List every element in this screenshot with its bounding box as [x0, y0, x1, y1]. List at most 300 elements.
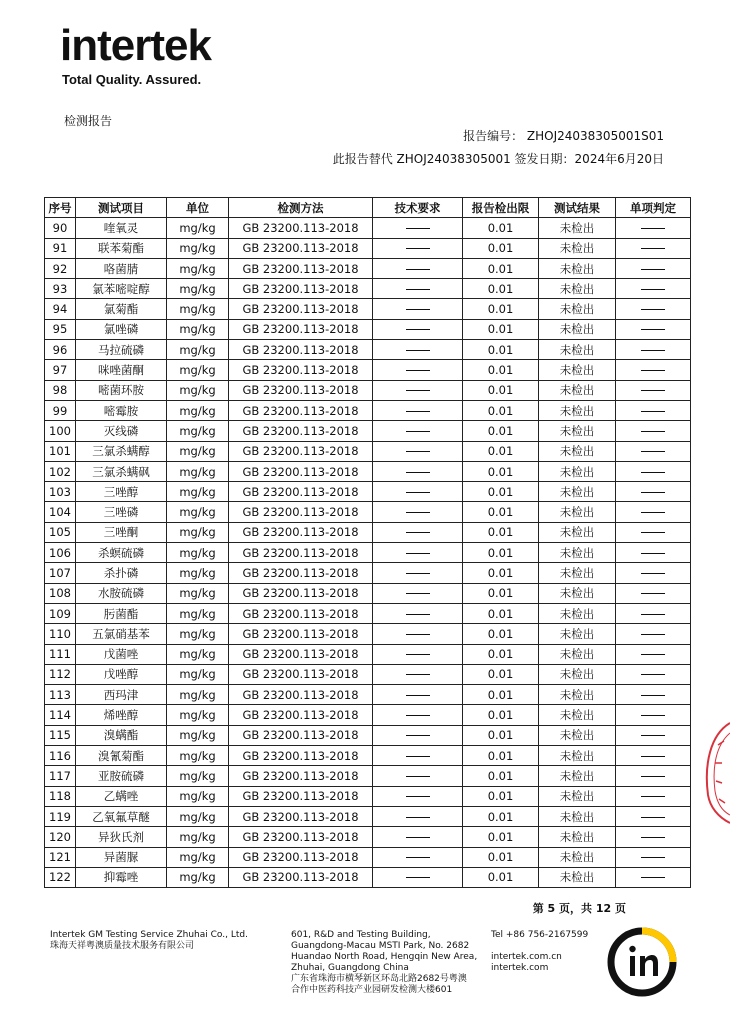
cell-result: 未检出	[539, 360, 616, 380]
cell-item: 咯菌腈	[76, 258, 167, 278]
dash-mark	[406, 532, 430, 533]
cell-no: 116	[45, 746, 76, 766]
report-number: 报告编号： ZHOJ24038305001S01	[463, 129, 664, 143]
dash-mark	[641, 512, 665, 513]
table-body	[45, 218, 691, 888]
cell-limit: 0.01	[463, 766, 539, 786]
cell-unit: mg/kg	[167, 218, 229, 238]
table-row	[45, 421, 691, 441]
cell-limit: 0.01	[463, 624, 539, 644]
cell-requirement	[373, 644, 463, 664]
dash-mark	[406, 431, 430, 432]
dash-mark	[406, 776, 430, 777]
dash-mark	[641, 329, 665, 330]
cell-method: GB 23200.113-2018	[229, 319, 373, 339]
cell-item: 三唑磷	[76, 502, 167, 522]
table-row	[45, 380, 691, 400]
address-line: 合作中医药科技产业园研发检测大楼601	[291, 985, 453, 995]
cell-requirement	[373, 421, 463, 441]
cell-item: 三氯杀螨砜	[76, 461, 167, 481]
cell-limit: 0.01	[463, 461, 539, 481]
table-row	[45, 847, 691, 867]
cell-method: GB 23200.113-2018	[229, 299, 373, 319]
dash-mark	[641, 248, 665, 249]
cell-limit: 0.01	[463, 583, 539, 603]
cell-result: 未检出	[539, 786, 616, 806]
dash-mark	[641, 309, 665, 310]
cell-method: GB 23200.113-2018	[229, 746, 373, 766]
col-header: 技术要求	[373, 198, 463, 218]
cell-judgement	[616, 543, 691, 563]
cell-judgement	[616, 258, 691, 278]
dash-mark	[406, 817, 430, 818]
cell-limit: 0.01	[463, 746, 539, 766]
telephone: Tel +86 756-2167599	[491, 930, 589, 940]
cell-judgement	[616, 644, 691, 664]
cell-requirement	[373, 543, 463, 563]
cell-method: GB 23200.113-2018	[229, 644, 373, 664]
cell-no: 97	[45, 360, 76, 380]
cell-requirement	[373, 482, 463, 502]
cell-method: GB 23200.113-2018	[229, 522, 373, 542]
cell-unit: mg/kg	[167, 421, 229, 441]
cell-unit: mg/kg	[167, 644, 229, 664]
address-line: Zhuhai, Guangdong China	[291, 963, 409, 973]
table-row	[45, 522, 691, 542]
cell-method: GB 23200.113-2018	[229, 502, 373, 522]
cell-limit: 0.01	[463, 319, 539, 339]
cell-no: 104	[45, 502, 76, 522]
table-row	[45, 685, 691, 705]
dash-mark	[406, 329, 430, 330]
cell-result: 未检出	[539, 502, 616, 522]
dash-mark	[641, 228, 665, 229]
dash-mark	[406, 634, 430, 635]
cell-result: 未检出	[539, 380, 616, 400]
cell-method: GB 23200.113-2018	[229, 543, 373, 563]
dash-mark	[406, 674, 430, 675]
cell-requirement	[373, 786, 463, 806]
table-row	[45, 543, 691, 563]
cell-method: GB 23200.113-2018	[229, 482, 373, 502]
cell-requirement	[373, 563, 463, 583]
cell-limit: 0.01	[463, 380, 539, 400]
cell-unit: mg/kg	[167, 786, 229, 806]
cell-requirement	[373, 218, 463, 238]
dash-mark	[406, 228, 430, 229]
cell-requirement	[373, 461, 463, 481]
cell-judgement	[616, 522, 691, 542]
cell-requirement	[373, 340, 463, 360]
table-row	[45, 827, 691, 847]
cell-result: 未检出	[539, 705, 616, 725]
cell-method: GB 23200.113-2018	[229, 766, 373, 786]
dash-mark	[641, 451, 665, 452]
cell-no: 120	[45, 827, 76, 847]
cell-no: 99	[45, 400, 76, 420]
col-header: 单位	[167, 198, 229, 218]
dash-mark	[641, 472, 665, 473]
cell-method: GB 23200.113-2018	[229, 847, 373, 867]
table-row	[45, 502, 691, 522]
table-row	[45, 400, 691, 420]
dash-mark	[406, 573, 430, 574]
table-row	[45, 360, 691, 380]
cell-limit: 0.01	[463, 685, 539, 705]
cell-limit: 0.01	[463, 421, 539, 441]
cell-item: 灭线磷	[76, 421, 167, 441]
cell-limit: 0.01	[463, 279, 539, 299]
cell-item: 乙氧氟草醚	[76, 806, 167, 826]
table-row	[45, 218, 691, 238]
cell-requirement	[373, 624, 463, 644]
cell-requirement	[373, 806, 463, 826]
cell-unit: mg/kg	[167, 543, 229, 563]
dash-mark	[406, 248, 430, 249]
dash-mark	[641, 269, 665, 270]
cell-item: 异菌脲	[76, 847, 167, 867]
dash-mark	[641, 573, 665, 574]
dash-mark	[406, 837, 430, 838]
cell-requirement	[373, 685, 463, 705]
cell-unit: mg/kg	[167, 380, 229, 400]
cell-item: 杀扑磷	[76, 563, 167, 583]
cell-item: 联苯菊酯	[76, 238, 167, 258]
cell-no: 118	[45, 786, 76, 806]
dash-mark	[641, 715, 665, 716]
cell-result: 未检出	[539, 563, 616, 583]
col-header: 测试结果	[539, 198, 616, 218]
dash-mark	[641, 796, 665, 797]
table-row	[45, 746, 691, 766]
cell-no: 96	[45, 340, 76, 360]
cell-method: GB 23200.113-2018	[229, 380, 373, 400]
dash-mark	[406, 492, 430, 493]
dash-mark	[641, 593, 665, 594]
cell-no: 107	[45, 563, 76, 583]
cell-unit: mg/kg	[167, 461, 229, 481]
cell-judgement	[616, 786, 691, 806]
cell-item: 戊唑醇	[76, 664, 167, 684]
document-type: 检测报告	[64, 114, 113, 128]
cell-method: GB 23200.113-2018	[229, 218, 373, 238]
cell-limit: 0.01	[463, 522, 539, 542]
dash-mark	[406, 614, 430, 615]
cell-judgement	[616, 725, 691, 745]
cell-unit: mg/kg	[167, 482, 229, 502]
logo-wordmark: intertek	[60, 21, 211, 70]
dash-mark	[406, 735, 430, 736]
cell-no: 108	[45, 583, 76, 603]
cell-limit: 0.01	[463, 543, 539, 563]
cell-no: 100	[45, 421, 76, 441]
cell-no: 91	[45, 238, 76, 258]
cell-judgement	[616, 766, 691, 786]
cell-limit: 0.01	[463, 258, 539, 278]
col-header: 检测方法	[229, 198, 373, 218]
cell-result: 未检出	[539, 664, 616, 684]
cell-unit: mg/kg	[167, 766, 229, 786]
cell-item: 烯唑醇	[76, 705, 167, 725]
cell-result: 未检出	[539, 299, 616, 319]
table-row	[45, 705, 691, 725]
cell-unit: mg/kg	[167, 522, 229, 542]
dash-mark	[641, 553, 665, 554]
cell-no: 121	[45, 847, 76, 867]
dash-mark	[406, 390, 430, 391]
cell-unit: mg/kg	[167, 725, 229, 745]
company-name-en: Intertek GM Testing Service Zhuhai Co., Ltd.	[50, 930, 248, 940]
cell-method: GB 23200.113-2018	[229, 624, 373, 644]
cell-limit: 0.01	[463, 441, 539, 461]
dash-mark	[641, 817, 665, 818]
dash-mark	[406, 350, 430, 351]
dash-mark	[641, 411, 665, 412]
cell-item: 戊菌唑	[76, 644, 167, 664]
cell-judgement	[616, 421, 691, 441]
cell-result: 未检出	[539, 806, 616, 826]
footer-address	[291, 930, 477, 996]
dash-mark	[641, 634, 665, 635]
dash-mark	[406, 289, 430, 290]
cell-unit: mg/kg	[167, 258, 229, 278]
cell-limit: 0.01	[463, 400, 539, 420]
table-row	[45, 725, 691, 745]
cell-limit: 0.01	[463, 502, 539, 522]
dash-mark	[641, 350, 665, 351]
dash-mark	[406, 756, 430, 757]
dash-mark	[406, 695, 430, 696]
table-row	[45, 806, 691, 826]
cell-limit: 0.01	[463, 806, 539, 826]
cell-no: 92	[45, 258, 76, 278]
cell-limit: 0.01	[463, 644, 539, 664]
cell-limit: 0.01	[463, 867, 539, 887]
cell-judgement	[616, 461, 691, 481]
table-row	[45, 603, 691, 623]
cell-no: 113	[45, 685, 76, 705]
table-row	[45, 258, 691, 278]
cell-judgement	[616, 218, 691, 238]
dash-mark	[641, 532, 665, 533]
footer-company	[50, 930, 248, 952]
cell-judgement	[616, 746, 691, 766]
dash-mark	[406, 593, 430, 594]
dash-mark	[406, 877, 430, 878]
cell-result: 未检出	[539, 258, 616, 278]
cell-unit: mg/kg	[167, 583, 229, 603]
cell-limit: 0.01	[463, 299, 539, 319]
cell-no: 106	[45, 543, 76, 563]
cell-result: 未检出	[539, 583, 616, 603]
cell-method: GB 23200.113-2018	[229, 827, 373, 847]
cell-requirement	[373, 299, 463, 319]
cell-item: 西玛津	[76, 685, 167, 705]
dash-mark	[641, 837, 665, 838]
cell-method: GB 23200.113-2018	[229, 258, 373, 278]
cell-requirement	[373, 502, 463, 522]
cell-no: 109	[45, 603, 76, 623]
cell-result: 未检出	[539, 218, 616, 238]
cell-judgement	[616, 400, 691, 420]
cell-item: 氯菊酯	[76, 299, 167, 319]
cell-result: 未检出	[539, 766, 616, 786]
footer-contact	[491, 930, 588, 974]
intertek-in-badge-icon	[606, 926, 678, 998]
cell-unit: mg/kg	[167, 400, 229, 420]
cell-result: 未检出	[539, 461, 616, 481]
cell-requirement	[373, 583, 463, 603]
cell-method: GB 23200.113-2018	[229, 867, 373, 887]
cell-method: GB 23200.113-2018	[229, 563, 373, 583]
cell-no: 114	[45, 705, 76, 725]
cell-method: GB 23200.113-2018	[229, 786, 373, 806]
cell-unit: mg/kg	[167, 664, 229, 684]
cell-limit: 0.01	[463, 563, 539, 583]
dash-mark	[406, 411, 430, 412]
cell-judgement	[616, 603, 691, 623]
company-name-cn: 珠海天祥粤澳质量技术服务有限公司	[50, 941, 195, 951]
cell-no: 122	[45, 867, 76, 887]
website-com: intertek.com	[491, 963, 549, 973]
cell-result: 未检出	[539, 644, 616, 664]
dash-mark	[641, 776, 665, 777]
cell-result: 未检出	[539, 340, 616, 360]
col-header: 序号	[45, 198, 76, 218]
cell-requirement	[373, 766, 463, 786]
table-row	[45, 299, 691, 319]
cell-result: 未检出	[539, 867, 616, 887]
cell-result: 未检出	[539, 421, 616, 441]
dash-mark	[641, 492, 665, 493]
cell-method: GB 23200.113-2018	[229, 340, 373, 360]
cell-unit: mg/kg	[167, 279, 229, 299]
cell-unit: mg/kg	[167, 685, 229, 705]
cell-requirement	[373, 705, 463, 725]
cell-method: GB 23200.113-2018	[229, 725, 373, 745]
table-row	[45, 664, 691, 684]
cell-item: 咪唑菌酮	[76, 360, 167, 380]
cell-unit: mg/kg	[167, 847, 229, 867]
cell-method: GB 23200.113-2018	[229, 664, 373, 684]
cell-unit: mg/kg	[167, 502, 229, 522]
cell-limit: 0.01	[463, 482, 539, 502]
cell-no: 95	[45, 319, 76, 339]
cell-method: GB 23200.113-2018	[229, 603, 373, 623]
cell-method: GB 23200.113-2018	[229, 360, 373, 380]
cell-result: 未检出	[539, 441, 616, 461]
dash-mark	[641, 431, 665, 432]
cell-judgement	[616, 624, 691, 644]
cell-no: 105	[45, 522, 76, 542]
cell-method: GB 23200.113-2018	[229, 461, 373, 481]
cell-result: 未检出	[539, 522, 616, 542]
cell-unit: mg/kg	[167, 746, 229, 766]
cell-result: 未检出	[539, 624, 616, 644]
col-header: 报告检出限	[463, 198, 539, 218]
address-line: 601, R&D and Testing Building,	[291, 930, 431, 940]
col-header: 单项判定	[616, 198, 691, 218]
cell-unit: mg/kg	[167, 806, 229, 826]
cell-no: 117	[45, 766, 76, 786]
intertek-logo	[60, 21, 211, 87]
cell-unit: mg/kg	[167, 867, 229, 887]
cell-item: 异狄氏剂	[76, 827, 167, 847]
cell-requirement	[373, 827, 463, 847]
cell-judgement	[616, 705, 691, 725]
table-row	[45, 482, 691, 502]
cell-limit: 0.01	[463, 603, 539, 623]
cell-requirement	[373, 664, 463, 684]
cell-requirement	[373, 279, 463, 299]
page-indicator: 第 5 页，共 12 页	[532, 902, 626, 915]
cell-judgement	[616, 340, 691, 360]
cell-result: 未检出	[539, 847, 616, 867]
cell-no: 93	[45, 279, 76, 299]
cell-judgement	[616, 238, 691, 258]
cell-unit: mg/kg	[167, 563, 229, 583]
cell-judgement	[616, 867, 691, 887]
cell-item: 氯苯嘧啶醇	[76, 279, 167, 299]
cell-result: 未检出	[539, 746, 616, 766]
cell-result: 未检出	[539, 400, 616, 420]
cell-judgement	[616, 482, 691, 502]
table-row	[45, 563, 691, 583]
cell-judgement	[616, 847, 691, 867]
cell-judgement	[616, 502, 691, 522]
dash-mark	[641, 735, 665, 736]
cell-requirement	[373, 847, 463, 867]
dash-mark	[641, 674, 665, 675]
dash-mark	[406, 715, 430, 716]
cell-judgement	[616, 827, 691, 847]
dash-mark	[406, 512, 430, 513]
table-row	[45, 340, 691, 360]
cell-judgement	[616, 563, 691, 583]
cell-result: 未检出	[539, 319, 616, 339]
cell-item: 五氯硝基苯	[76, 624, 167, 644]
cell-unit: mg/kg	[167, 827, 229, 847]
cell-result: 未检出	[539, 279, 616, 299]
cell-item: 溴螨酯	[76, 725, 167, 745]
table-row	[45, 624, 691, 644]
table-row	[45, 766, 691, 786]
cell-requirement	[373, 380, 463, 400]
cell-requirement	[373, 725, 463, 745]
cell-item: 嘧菌环胺	[76, 380, 167, 400]
table-row	[45, 238, 691, 258]
cell-method: GB 23200.113-2018	[229, 806, 373, 826]
cell-requirement	[373, 746, 463, 766]
cell-item: 杀螟硫磷	[76, 543, 167, 563]
dash-mark	[406, 796, 430, 797]
cell-result: 未检出	[539, 238, 616, 258]
cell-unit: mg/kg	[167, 441, 229, 461]
cell-unit: mg/kg	[167, 319, 229, 339]
cell-judgement	[616, 664, 691, 684]
address-line: Huandao North Road, Hengqin New Area,	[291, 952, 478, 962]
cell-requirement	[373, 238, 463, 258]
cell-judgement	[616, 583, 691, 603]
cell-limit: 0.01	[463, 705, 539, 725]
cell-method: GB 23200.113-2018	[229, 705, 373, 725]
results-table	[44, 197, 691, 888]
cell-unit: mg/kg	[167, 340, 229, 360]
cell-item: 抑霉唑	[76, 867, 167, 887]
table-row	[45, 461, 691, 481]
dash-mark	[641, 289, 665, 290]
cell-item: 马拉硫磷	[76, 340, 167, 360]
